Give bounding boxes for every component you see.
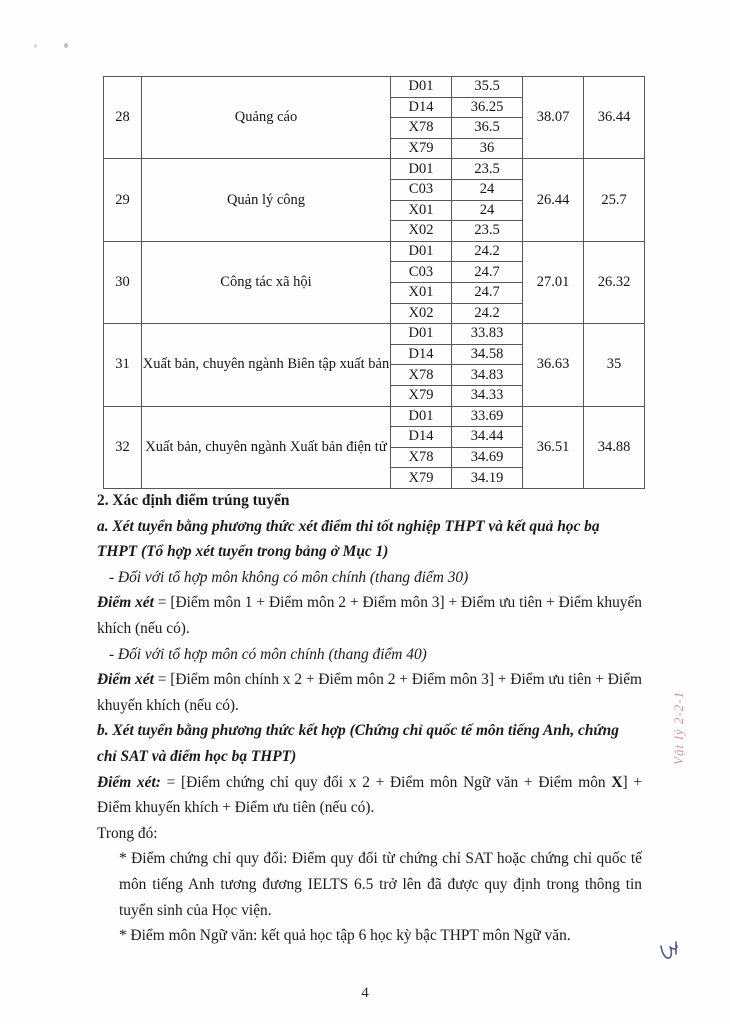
subject-score: 23.5 bbox=[452, 221, 523, 242]
note-1: * Điểm chứng chỉ quy đổi: Điểm quy đổi từ chứng chỉ SAT hoặc chứng chỉ quốc tế môn tiếng Anh tương đương IELTS 6.5 trở lên đã được quy định trong thông tin tuyển sinh của Học viện. bbox=[119, 850, 642, 919]
formula-b-label: Điểm xét: bbox=[97, 773, 161, 791]
subject-code: X01 bbox=[391, 200, 452, 221]
subject-score: 33.83 bbox=[452, 324, 523, 345]
handwritten-margin-note: Vật lý 2-2-1 bbox=[671, 690, 686, 765]
bullet-a1: - Đối với tổ hợp môn không có môn chính (thang điểm 30) bbox=[109, 568, 469, 586]
subject-code: D01 bbox=[391, 241, 452, 262]
formula-b-body-2: ] + Điểm khuyến khích + Điểm ưu tiên (nếu có). bbox=[97, 773, 643, 817]
subject-score: 34.58 bbox=[452, 344, 523, 365]
subject-score: 34.44 bbox=[452, 427, 523, 448]
subject-score: 24 bbox=[452, 200, 523, 221]
bullet-a2: - Đối với tổ hợp môn có môn chính (thang điểm 40) bbox=[109, 645, 427, 663]
subject-score: 36 bbox=[452, 138, 523, 159]
formula-b bbox=[97, 770, 642, 821]
subject-score: 34.19 bbox=[452, 468, 523, 489]
section-b-heading-line1: b. Xét tuyển bằng phương thức kết hợp (Chứng chỉ quốc tế môn tiếng Anh, chứng bbox=[97, 722, 619, 740]
subject-code: X79 bbox=[391, 385, 452, 406]
formula-a1-label: Điểm xét bbox=[97, 594, 154, 612]
section-a-heading-line2: THPT (Tổ hợp xét tuyển trong bảng ở Mục 1) bbox=[97, 543, 389, 561]
note-2: * Điểm môn Ngữ văn: kết quả học tập 6 học kỳ bậc THPT môn Ngữ văn. bbox=[119, 927, 571, 945]
subject-code: D01 bbox=[391, 77, 452, 98]
subject-score: 36.25 bbox=[452, 97, 523, 118]
table-row bbox=[104, 324, 645, 345]
section-a-heading-line1: a. Xét tuyển bằng phương thức xét điểm thi tốt nghiệp THPT và kết quả học bạ bbox=[97, 517, 600, 535]
subject-score: 24.7 bbox=[452, 262, 523, 283]
major-name: Xuất bản, chuyên ngành Xuất bản điện tử bbox=[142, 406, 391, 488]
section-b-heading-line2: chỉ SAT và điểm học bạ THPT) bbox=[97, 747, 297, 765]
aggregate-score: 27.01 bbox=[523, 241, 584, 323]
subject-score: 24.2 bbox=[452, 241, 523, 262]
admission-scores-table bbox=[103, 76, 645, 489]
row-index: 31 bbox=[104, 324, 142, 406]
subject-code: D14 bbox=[391, 97, 452, 118]
major-name: Xuất bản, chuyên ngành Biên tập xuất bản bbox=[142, 324, 391, 406]
subject-score: 36.5 bbox=[452, 118, 523, 139]
aggregate-score: 36.63 bbox=[523, 324, 584, 406]
table-row bbox=[104, 241, 645, 262]
subject-code: D14 bbox=[391, 427, 452, 448]
aggregate-score: 36.51 bbox=[523, 406, 584, 488]
row-index: 32 bbox=[104, 406, 142, 488]
major-name: Quảng cáo bbox=[142, 77, 391, 159]
subject-score: 24.7 bbox=[452, 282, 523, 303]
subject-score: 33.69 bbox=[452, 406, 523, 427]
final-score: 34.88 bbox=[584, 406, 645, 488]
subject-code: C03 bbox=[391, 262, 452, 283]
subject-score: 24.2 bbox=[452, 303, 523, 324]
subject-code: X78 bbox=[391, 447, 452, 468]
subject-code: C03 bbox=[391, 179, 452, 200]
final-score: 26.32 bbox=[584, 241, 645, 323]
body-text-block bbox=[97, 488, 642, 949]
row-index: 29 bbox=[104, 159, 142, 241]
final-score: 25.7 bbox=[584, 159, 645, 241]
trong-do-label: Trong đó: bbox=[97, 824, 158, 842]
major-name: Quản lý công bbox=[142, 159, 391, 241]
table-row bbox=[104, 77, 645, 98]
table-row bbox=[104, 159, 645, 180]
subject-score: 35.5 bbox=[452, 77, 523, 98]
subject-code: X79 bbox=[391, 138, 452, 159]
formula-b-variable-x: X bbox=[611, 773, 623, 791]
scan-speck-icon bbox=[64, 43, 68, 48]
handwritten-signature-icon bbox=[655, 938, 685, 968]
formula-a2-body: = [Điểm môn chính x 2 + Điểm môn 2 + Điểm môn 3] + Điểm ưu tiên + Điểm khuyến khích (nếu có). bbox=[97, 671, 643, 714]
scan-speck-icon bbox=[34, 44, 37, 48]
formula-a1 bbox=[97, 590, 642, 641]
major-name: Công tác xã hội bbox=[142, 241, 391, 323]
formula-b-body-1: = [Điểm chứng chỉ quy đổi x 2 + Điểm môn Ngữ văn + Điểm môn bbox=[160, 773, 612, 791]
final-score: 36.44 bbox=[584, 77, 645, 159]
aggregate-score: 38.07 bbox=[523, 77, 584, 159]
row-index: 30 bbox=[104, 241, 142, 323]
subject-score: 34.83 bbox=[452, 365, 523, 386]
subject-code: X02 bbox=[391, 221, 452, 242]
subject-score: 24 bbox=[452, 179, 523, 200]
aggregate-score: 26.44 bbox=[523, 159, 584, 241]
subject-code: D01 bbox=[391, 159, 452, 180]
subject-code: D14 bbox=[391, 344, 452, 365]
page-number: 4 bbox=[361, 985, 369, 1001]
formula-a2-label: Điểm xét bbox=[97, 671, 154, 689]
row-index: 28 bbox=[104, 77, 142, 159]
subject-code: D01 bbox=[391, 324, 452, 345]
section-2-heading: 2. Xác định điểm trúng tuyển bbox=[97, 492, 290, 509]
subject-score: 23.5 bbox=[452, 159, 523, 180]
subject-code: X02 bbox=[391, 303, 452, 324]
formula-a1-body: = [Điểm môn 1 + Điểm môn 2 + Điểm môn 3] + Điểm ưu tiên + Điểm khuyến khích (nếu có). bbox=[97, 594, 642, 637]
subject-score: 34.33 bbox=[452, 385, 523, 406]
subject-code: X78 bbox=[391, 365, 452, 386]
final-score: 35 bbox=[584, 324, 645, 406]
subject-code: X01 bbox=[391, 282, 452, 303]
formula-a2 bbox=[97, 667, 642, 718]
subject-score: 34.69 bbox=[452, 447, 523, 468]
subject-code: D01 bbox=[391, 406, 452, 427]
admission-scores-table-wrapper bbox=[103, 76, 638, 489]
subject-code: X79 bbox=[391, 468, 452, 489]
table-row bbox=[104, 406, 645, 427]
subject-code: X78 bbox=[391, 118, 452, 139]
